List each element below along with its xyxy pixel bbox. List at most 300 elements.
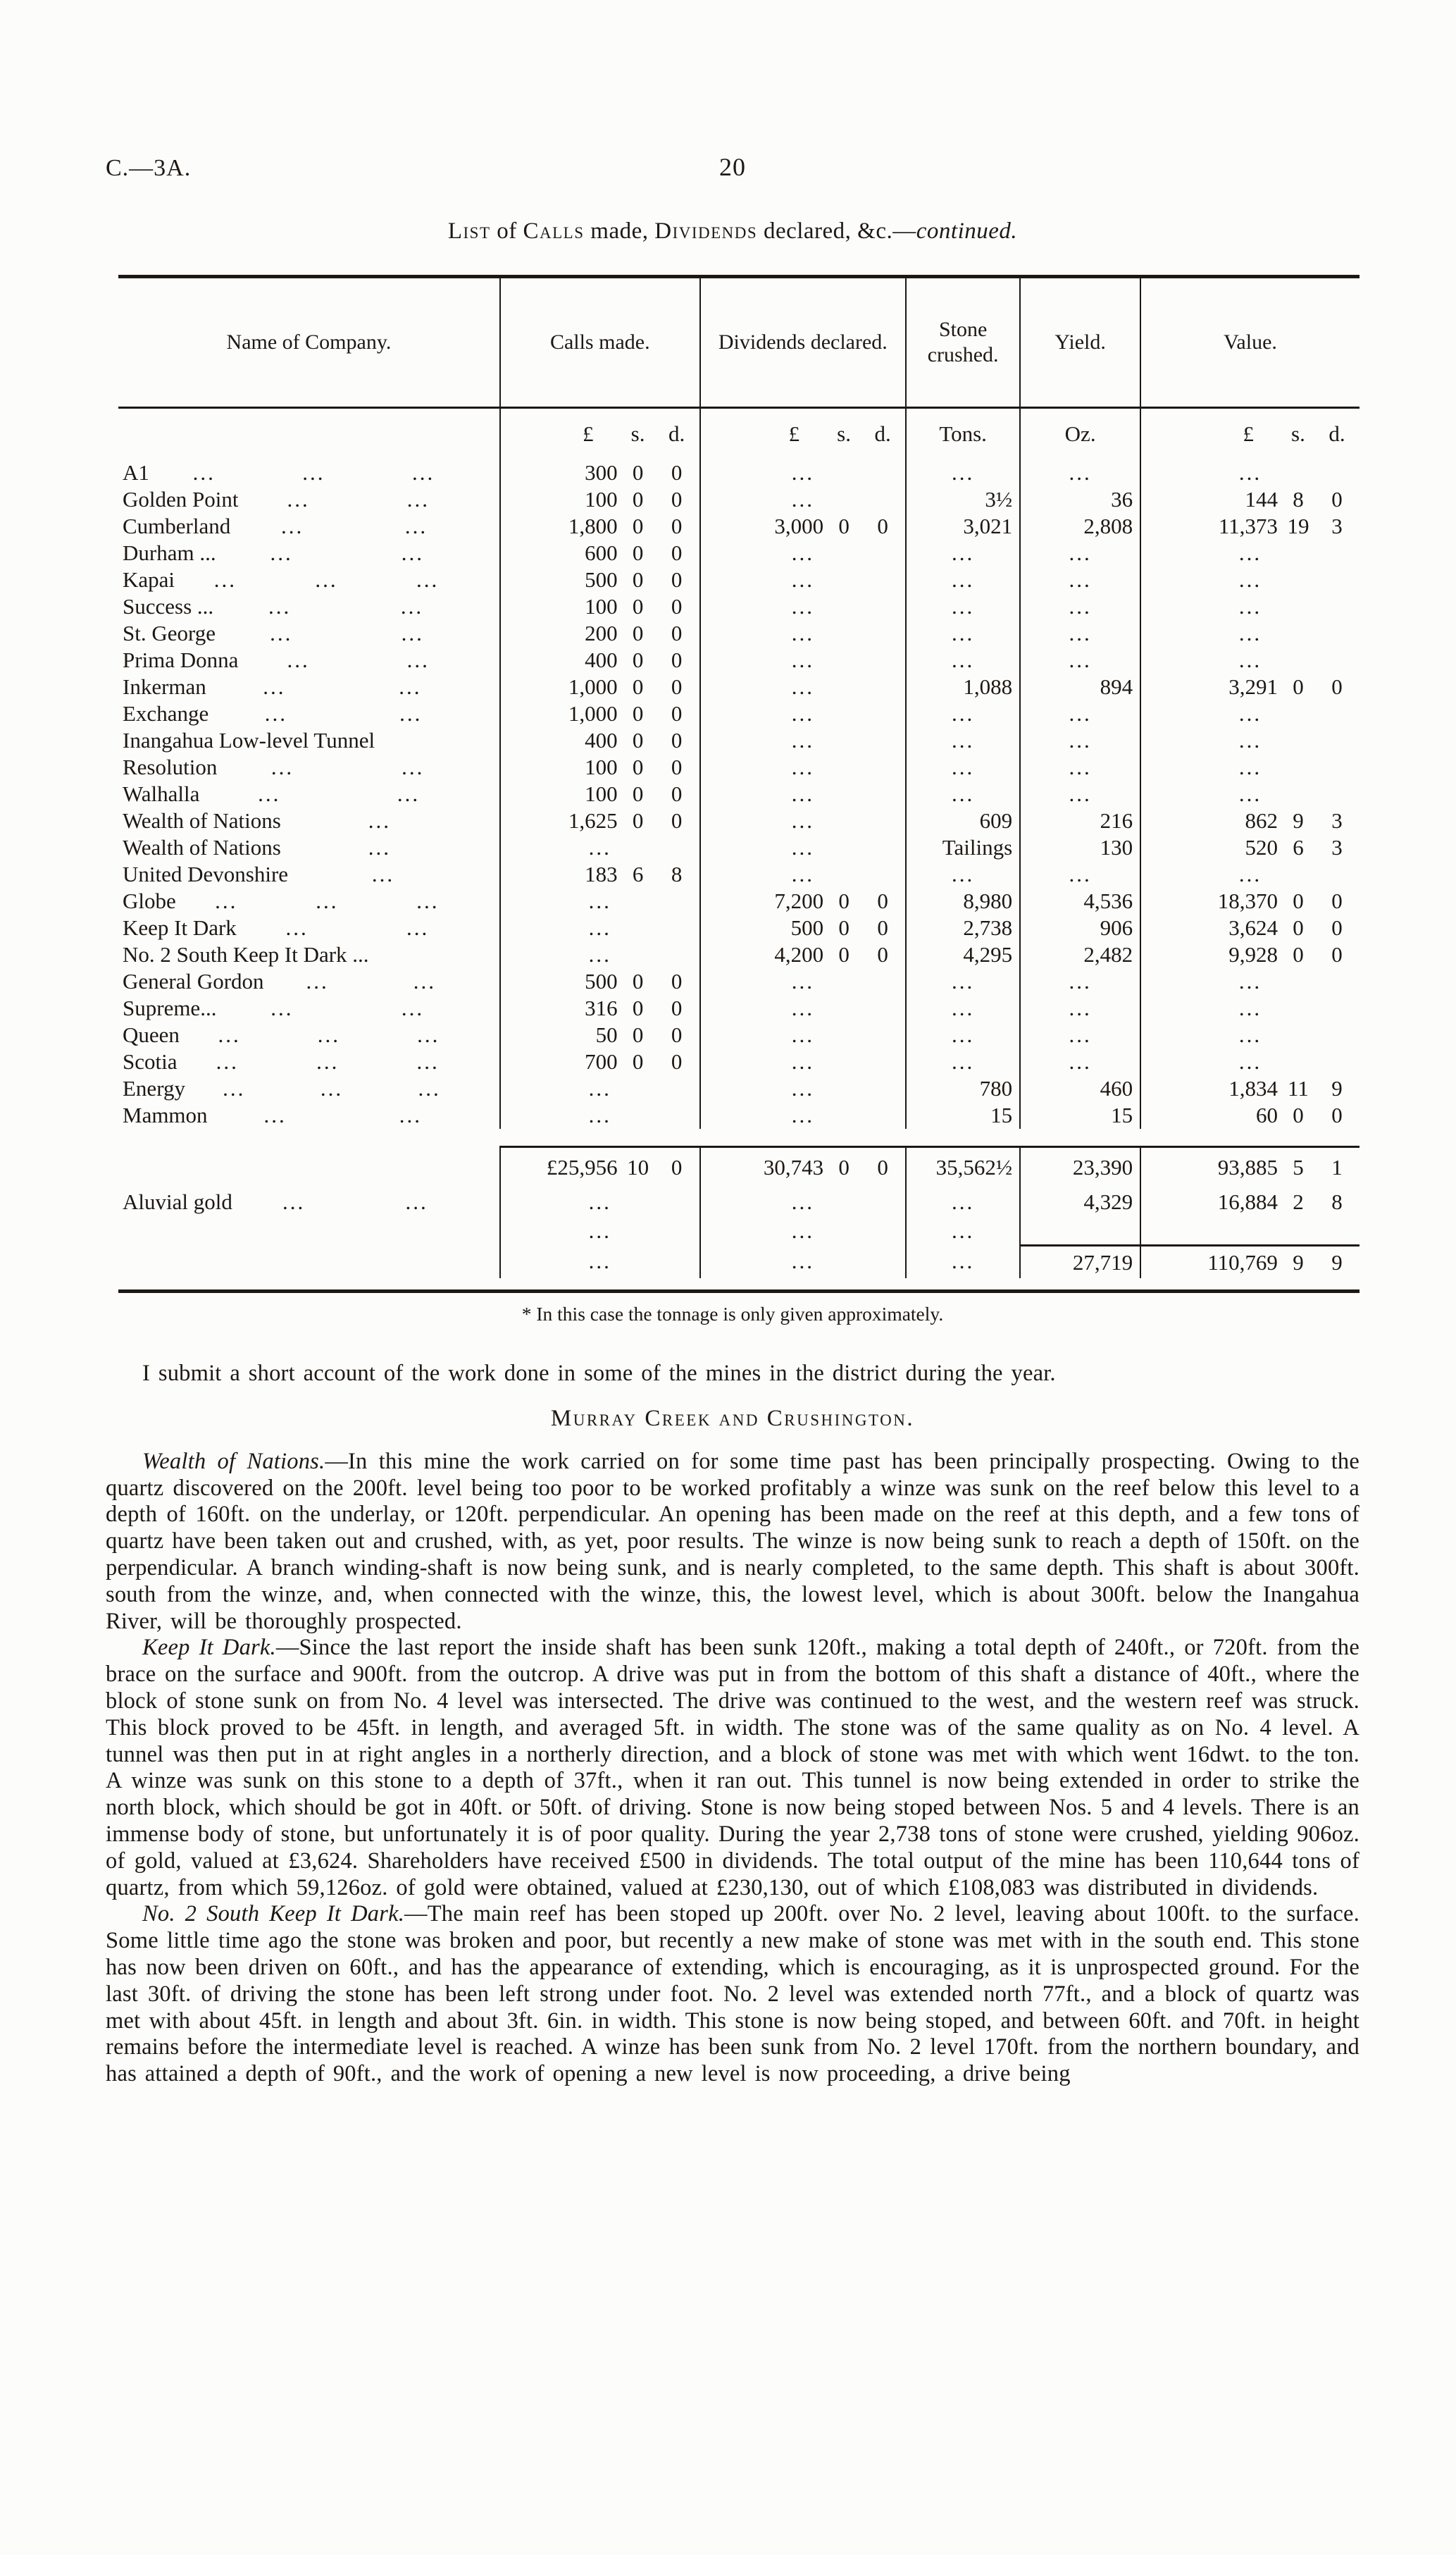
cell-text: 0 <box>671 674 683 699</box>
cell-calls <box>499 540 699 567</box>
cell-dividends <box>699 700 905 727</box>
cell-text: ... <box>952 728 975 753</box>
paragraph-keep-it-dark <box>106 1635 1359 1901</box>
cell-value <box>1140 593 1359 620</box>
cell-text: ... <box>791 808 814 833</box>
cell-text: ... <box>264 701 288 726</box>
company-name <box>118 862 499 887</box>
cell-text: 500 <box>790 915 824 940</box>
money-value <box>501 1218 699 1244</box>
cell-dividends <box>699 861 905 888</box>
paragraph-text: —The main reef has been stoped up 200ft. over No. 2 level, leaving about 100ft. to the surface. Some little time ago the stone was broken and poor, but recently a new make of stone was met with in the south end. This stone has now been driven on 60ft., and has the appearance of extending, which is encouraging, as it is unprospected ground. For the last 30ft. of driving the stone has been left strong under foot. No. 2 level was extended north 77ft., and a block of quartz was met with about 45ft. in length and about 3ft. 6in. in width. This stone is now being stoped, and between 60ft. and 70ft. in height remains before the intermediate level is reached. A winze has been sunk from No. 2 level 170ft. from the northern boundary, and has attained a depth of 90ft., and the work of opening a new level is now proceeding, a drive being <box>106 1901 1360 2087</box>
cell-text: 0 <box>838 1154 850 1180</box>
cell-text: 8,980 <box>963 889 1013 913</box>
money-value <box>501 1076 699 1101</box>
cell-yield <box>1019 1244 1140 1278</box>
cell-stone <box>905 1048 1019 1075</box>
money-value <box>1141 1189 1359 1215</box>
spacer-cell <box>905 1278 1019 1289</box>
cell-calls <box>499 593 699 620</box>
cell-value <box>1140 915 1359 941</box>
cell-text: 3,624 <box>1228 915 1278 940</box>
cell-dividends <box>699 674 905 700</box>
cell-text: ... <box>1238 1049 1262 1074</box>
cell-stone <box>905 754 1019 781</box>
cell-text: 0 <box>632 540 644 565</box>
cell-company-name <box>118 754 499 781</box>
cell-text: ... <box>1069 621 1092 645</box>
cell-text: ... <box>588 1189 611 1214</box>
spacer-cell <box>1019 1129 1140 1146</box>
money-value <box>501 889 699 914</box>
money-value <box>1141 996 1359 1021</box>
cell-company-name <box>118 567 499 593</box>
cell-value <box>1140 861 1359 888</box>
table-title-part: Dividends <box>654 218 758 244</box>
cell-stone <box>905 808 1019 834</box>
cell-text: 0 <box>838 942 850 967</box>
cell-dividends <box>699 1218 905 1244</box>
cell-text: s. <box>1291 421 1305 446</box>
money-value <box>701 701 905 726</box>
company-name <box>118 781 499 807</box>
cell-text: s. <box>630 421 645 446</box>
cell-text: 0 <box>877 915 888 940</box>
cell-text: 0 <box>671 1049 683 1074</box>
cell-calls <box>499 567 699 593</box>
table-title-part: continued. <box>916 218 1018 244</box>
cell-text: ... <box>791 1049 814 1074</box>
cell-company-name <box>118 808 499 834</box>
cell-text: 27,719 <box>1072 1249 1133 1275</box>
cell-stone <box>905 647 1019 674</box>
cell-value <box>1140 486 1359 513</box>
cell-text: ... <box>791 567 814 592</box>
cell-text: 0 <box>671 701 683 726</box>
money-value <box>701 514 905 539</box>
cell-value <box>1140 968 1359 995</box>
mine-name-lead: Wealth of Nations. <box>142 1448 325 1474</box>
cell-text: ... <box>588 835 611 860</box>
cell-text: 894 <box>1100 674 1133 699</box>
spacer-cell <box>699 1129 905 1146</box>
cell-text: ... <box>401 996 425 1020</box>
cell-text: 1,625 <box>568 808 618 833</box>
money-value <box>1141 594 1359 619</box>
cell-text: ... <box>952 862 975 886</box>
cell-text: 9 <box>1331 1076 1343 1101</box>
cell-calls <box>499 647 699 674</box>
cell-text: ... <box>1238 862 1262 886</box>
cell-text: 0 <box>838 915 850 940</box>
cell-value <box>1140 647 1359 674</box>
cell-text: ... <box>399 701 423 726</box>
money-value <box>701 942 905 967</box>
cell-yield <box>1019 593 1140 620</box>
cell-text: 60 <box>1255 1103 1278 1127</box>
cell-text: 400 <box>585 648 618 672</box>
cell-text: 0 <box>632 969 644 994</box>
cell-yield <box>1019 808 1140 834</box>
company-name <box>118 942 499 967</box>
cell-text: 600 <box>585 540 618 565</box>
cell-stone <box>905 915 1019 941</box>
company-name <box>118 487 499 512</box>
cell-company-name <box>118 834 499 861</box>
cell-text: 110,769 <box>1207 1249 1278 1275</box>
cell-calls <box>499 754 699 781</box>
cell-text: 0 <box>877 942 888 967</box>
money-units <box>1141 421 1359 447</box>
money-value <box>701 594 905 619</box>
cell-calls <box>499 1187 699 1218</box>
cell-text: Prima Donna <box>123 648 239 672</box>
cell-text: 3 <box>1331 514 1343 538</box>
section-heading: Murray Creek and Crushington. <box>550 1405 915 1431</box>
cell-text: ... <box>270 621 293 645</box>
cell-text: 500 <box>585 567 618 592</box>
cell-text: ... <box>418 1076 441 1101</box>
cell-text: 1,000 <box>568 701 618 726</box>
cell-value <box>1140 1218 1359 1244</box>
cell-text: £ <box>1243 421 1254 446</box>
cell-text: 0 <box>632 648 644 672</box>
cell-text: 0 <box>1331 889 1343 913</box>
cell-text: Queen <box>123 1022 180 1047</box>
money-value <box>701 1189 905 1215</box>
cell-yield <box>1019 861 1140 888</box>
cell-text: ... <box>791 1249 814 1273</box>
cell-calls <box>499 409 699 459</box>
cell-text: 0 <box>1331 915 1343 940</box>
money-value <box>701 1249 905 1274</box>
money-value <box>501 487 699 512</box>
cell-text: 0 <box>877 1154 888 1180</box>
cell-text: 520 <box>1245 835 1278 860</box>
cell-dividends <box>699 1244 905 1278</box>
cell-text: ... <box>588 1103 611 1127</box>
cell-value <box>1140 1022 1359 1048</box>
money-value <box>501 781 699 807</box>
money-value <box>501 1022 699 1048</box>
money-value <box>701 889 905 914</box>
table-title-part: made, <box>584 218 655 244</box>
cell-text: ... <box>791 835 814 860</box>
cell-text: A1 <box>123 460 149 485</box>
page-header <box>106 0 1359 185</box>
cell-yield <box>1019 1075 1140 1102</box>
cell-value <box>1140 540 1359 567</box>
cell-text: Wealth of Nations <box>123 835 281 860</box>
cell-text: ... <box>368 835 391 860</box>
company-name <box>118 567 499 593</box>
cell-text: 1,088 <box>963 674 1013 699</box>
cell-yield <box>1019 513 1140 540</box>
cell-company-name <box>118 1075 499 1102</box>
cell-text: ... <box>952 781 975 806</box>
cell-text: 2 <box>1293 1189 1304 1214</box>
money-value <box>701 808 905 834</box>
money-value <box>701 1022 905 1048</box>
cell-text: ... <box>1069 755 1092 779</box>
cell-text: ... <box>791 1103 814 1127</box>
cell-text: 0 <box>671 514 683 538</box>
cell-text: Golden Point <box>123 487 239 512</box>
cell-text: ... <box>399 1103 422 1127</box>
cell-text: ... <box>285 915 309 940</box>
cell-text: 18,370 <box>1217 889 1278 913</box>
cell-text: ... <box>406 915 430 940</box>
cell-text: ... <box>1069 781 1092 806</box>
money-value <box>1141 1076 1359 1101</box>
cell-text: 4,329 <box>1083 1189 1133 1214</box>
cell-text: ... <box>416 567 440 592</box>
cell-text: ... <box>218 1022 241 1047</box>
cell-calls <box>499 915 699 941</box>
money-value <box>701 621 905 646</box>
cell-stone <box>905 995 1019 1022</box>
cell-yield <box>1019 915 1140 941</box>
cell-text: 0 <box>671 1154 683 1180</box>
cell-text: 0 <box>1293 1103 1304 1127</box>
money-value <box>701 862 905 887</box>
cell-text: d. <box>874 421 891 446</box>
spacer-cell <box>499 1129 699 1146</box>
cell-text: ... <box>1069 996 1092 1020</box>
cell-text: 23,390 <box>1072 1154 1133 1180</box>
cell-text: 6 <box>1293 835 1304 860</box>
column-header-name: Name of Company. <box>118 278 499 409</box>
cell-value <box>1140 1048 1359 1075</box>
cell-value <box>1140 995 1359 1022</box>
cell-text: ... <box>588 889 611 913</box>
cell-text: 0 <box>632 621 644 645</box>
cell-stone <box>905 674 1019 700</box>
cell-text: ... <box>791 487 814 512</box>
cell-text: Tailings <box>942 835 1013 860</box>
cell-text: ... <box>791 648 814 672</box>
cell-yield <box>1019 700 1140 727</box>
column-header-dividends: Dividends declared. <box>699 278 905 409</box>
money-value <box>1141 701 1359 726</box>
cell-text: ... <box>588 942 611 967</box>
cell-text: 5 <box>1293 1154 1304 1180</box>
cell-text: ... <box>952 1022 975 1047</box>
cell-text: ... <box>952 460 975 485</box>
cell-text: ... <box>1069 567 1092 592</box>
column-header-stone: Stone crushed. <box>905 278 1019 409</box>
cell-name <box>118 409 499 459</box>
cell-dividends <box>699 593 905 620</box>
money-value <box>1141 969 1359 994</box>
cell-text: ... <box>406 648 430 672</box>
cell-calls <box>499 1075 699 1102</box>
company-name <box>118 621 499 646</box>
cell-text: s. <box>837 421 851 446</box>
cell-text: ... <box>791 781 814 806</box>
cell-dividends <box>699 968 905 995</box>
cell-company-name <box>118 941 499 968</box>
cell-dividends <box>699 620 905 647</box>
money-value <box>1141 781 1359 807</box>
cell-company-name <box>118 915 499 941</box>
money-value <box>501 728 699 753</box>
cell-dividends <box>699 808 905 834</box>
money-value <box>1141 487 1359 512</box>
cell-text: 100 <box>585 594 618 619</box>
cell-dividends <box>699 915 905 941</box>
money-value <box>1141 942 1359 967</box>
cell-text: ... <box>404 514 428 538</box>
cell-stone <box>905 700 1019 727</box>
cell-text: 609 <box>979 808 1013 833</box>
cell-calls <box>499 459 699 486</box>
cell-text: 36 <box>1111 487 1133 512</box>
cell-text: ... <box>287 648 310 672</box>
money-value <box>701 755 905 780</box>
cell-text: Inangahua Low-level Tunnel <box>123 728 375 753</box>
table-title <box>106 218 1359 251</box>
cell-company-name <box>118 781 499 808</box>
table-title-part: declared, &c.— <box>757 218 916 244</box>
cell-text: ... <box>952 969 975 994</box>
cell-text: Exchange <box>123 701 209 726</box>
cell-text: £25,956 <box>546 1154 618 1180</box>
cell-text: ... <box>791 674 814 699</box>
cell-stone <box>905 781 1019 808</box>
company-name <box>118 540 499 566</box>
money-value <box>501 835 699 860</box>
cell-stone <box>905 1146 1019 1187</box>
cell-value <box>1140 754 1359 781</box>
cell-text: ... <box>405 1189 428 1214</box>
cell-text: Cumberland <box>123 514 231 538</box>
cell-text: 35,562½ <box>935 1154 1013 1180</box>
cell-company-name <box>118 1102 499 1129</box>
cell-text: ... <box>588 1076 611 1101</box>
cell-text: Energy <box>123 1076 185 1101</box>
cell-calls <box>499 700 699 727</box>
cell-text: ... <box>952 567 975 592</box>
cell-company-name <box>118 861 499 888</box>
cell-text: ... <box>952 701 975 726</box>
cell-text: 780 <box>979 1076 1013 1101</box>
cell-dividends <box>699 1187 905 1218</box>
money-value <box>1141 514 1359 539</box>
money-value <box>1141 915 1359 941</box>
cell-text: ... <box>791 594 814 619</box>
cell-text: 500 <box>585 969 618 994</box>
cell-dividends <box>699 486 905 513</box>
cell-stone <box>905 459 1019 486</box>
company-name <box>118 915 499 941</box>
money-units <box>701 421 905 447</box>
company-name <box>118 514 499 539</box>
cell-text: 1,000 <box>568 674 618 699</box>
cell-text: ... <box>1069 969 1092 994</box>
cell-text: ... <box>315 567 338 592</box>
money-value <box>501 755 699 780</box>
cell-text: ... <box>588 1249 611 1273</box>
cell-text: 0 <box>838 514 850 538</box>
table-footnote: * In this case the tonnage is only given approximately. <box>521 1303 944 1325</box>
cell-stone <box>905 727 1019 754</box>
cell-company-name <box>118 540 499 567</box>
cell-text: ... <box>1238 728 1262 753</box>
cell-text: 0 <box>1331 1103 1343 1127</box>
money-value <box>501 1189 699 1215</box>
cell-text: United Devonshire <box>123 862 289 886</box>
cell-stone: Tons. <box>905 409 1019 459</box>
cell-dividends <box>699 1022 905 1048</box>
money-value <box>701 1218 905 1244</box>
money-value <box>1141 567 1359 593</box>
cell-text: 906 <box>1100 915 1133 940</box>
cell-text: 0 <box>1293 915 1304 940</box>
cell-text: 0 <box>671 648 683 672</box>
cell-yield <box>1019 459 1140 486</box>
cell-text: ... <box>287 487 310 512</box>
cell-text: Keep It Dark <box>123 915 237 940</box>
cell-text: 3½ <box>985 487 1013 512</box>
cell-value <box>1140 888 1359 915</box>
cell-text: 0 <box>632 996 644 1020</box>
cell-company-name <box>118 1048 499 1075</box>
cell-text: ... <box>791 621 814 645</box>
company-name <box>118 648 499 673</box>
cell-company-name <box>118 1146 499 1187</box>
cell-text: ... <box>791 1076 814 1101</box>
cell-text: d. <box>1329 421 1345 446</box>
cell-value <box>1140 409 1359 459</box>
cell-dividends <box>699 754 905 781</box>
cell-stone <box>905 1102 1019 1129</box>
cell-text: ... <box>952 1189 975 1214</box>
money-value <box>501 540 699 566</box>
cell-dividends <box>699 513 905 540</box>
cell-text: Supreme... <box>123 996 217 1020</box>
money-value <box>501 862 699 887</box>
money-value <box>701 728 905 753</box>
cell-text: 460 <box>1100 1076 1133 1101</box>
cell-text: ... <box>268 594 292 619</box>
cell-yield <box>1019 968 1140 995</box>
cell-yield <box>1019 995 1140 1022</box>
cell-text: ... <box>215 889 238 913</box>
cell-text: ... <box>270 996 294 1020</box>
cell-text: 3 <box>1331 835 1343 860</box>
cell-yield <box>1019 941 1140 968</box>
cell-text: ... <box>302 460 325 485</box>
cell-value <box>1140 1146 1359 1187</box>
cell-yield <box>1019 754 1140 781</box>
money-value <box>1141 835 1359 860</box>
cell-text: 100 <box>585 755 618 779</box>
cell-text: ... <box>791 996 814 1020</box>
cell-text: 0 <box>632 701 644 726</box>
cell-company-name <box>118 459 499 486</box>
cell-text: 200 <box>585 621 618 645</box>
cell-text: 3,021 <box>963 514 1013 538</box>
cell-company-name <box>118 674 499 700</box>
company-name <box>118 755 499 780</box>
cell-value <box>1140 1102 1359 1129</box>
cell-text: 0 <box>877 889 888 913</box>
cell-value <box>1140 620 1359 647</box>
cell-text: ... <box>401 540 424 565</box>
spacer-cell <box>1019 1278 1140 1289</box>
cell-text: ... <box>1238 621 1262 645</box>
